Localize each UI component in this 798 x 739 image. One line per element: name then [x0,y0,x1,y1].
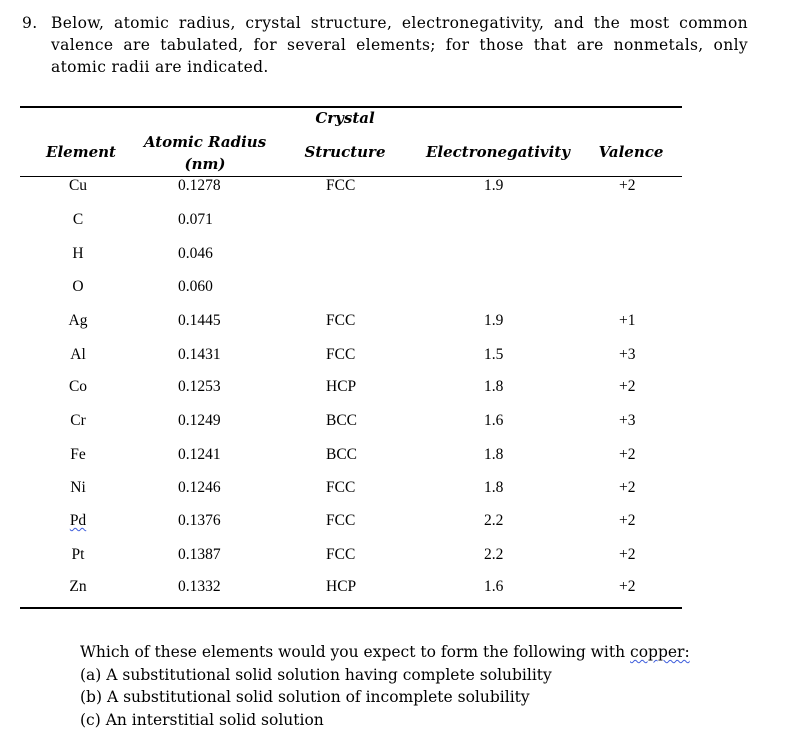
cell-radius: 0.060 [178,278,213,295]
header-radius: Atomic Radius [143,133,267,151]
cell-valence: +2 [619,446,636,463]
cell-radius: 0.1431 [178,346,221,363]
followup-prompt [80,641,770,664]
cell-electronegativity: 1.5 [484,346,504,363]
cell-radius: 0.1278 [178,177,221,194]
followup-prompt-text: Which of these elements would you expect to form the following with [80,643,631,661]
cell-valence: +2 [619,546,636,563]
cell-valence: +2 [619,512,636,529]
cell-structure: HCP [326,378,357,395]
header-valence: Valence [598,143,664,161]
cell-radius: 0.1332 [178,578,221,595]
followup-part-c: (c) An interstitial solid solution [80,710,324,729]
table-bottom-rule [20,607,682,609]
cell-electronegativity: 1.9 [484,177,504,194]
cell-element: Cu [68,177,88,194]
cell-structure: FCC [326,546,356,563]
cell-element: Cr [70,412,86,429]
header-radius-unit: (nm) [184,155,226,173]
cell-element: Ni [70,479,86,496]
cell-element: Ag [68,312,88,329]
header-structure: Structure [304,143,386,161]
cell-structure: HCP [326,578,357,595]
cell-valence: +3 [619,412,636,429]
cell-element: Pt [71,546,85,563]
cell-structure: BCC [326,412,358,429]
cell-electronegativity: 1.8 [484,378,504,395]
cell-element: O [72,278,84,295]
cell-electronegativity: 1.9 [484,312,504,329]
followup-part-b: (b) A substitutional solid solution of incomplete solubility [80,688,530,706]
table-top-rule [20,106,682,108]
spellcheck-word: copper: [630,643,690,661]
cell-radius: 0.1241 [178,446,221,463]
question-number: 9. [22,14,38,32]
cell-structure: FCC [326,512,356,529]
cell-element: C [72,211,84,228]
cell-electronegativity: 1.6 [484,412,504,429]
cell-valence: +1 [619,312,636,329]
cell-valence: +3 [619,346,636,363]
header-electronegativity: Electronegativity [426,143,570,161]
question-block [22,12,748,78]
cell-radius: 0.046 [178,245,213,262]
cell-radius: 0.1387 [178,546,221,563]
cell-radius: 0.1246 [178,479,221,496]
cell-structure: FCC [326,479,356,496]
followup-block [80,641,770,731]
cell-electronegativity: 1.8 [484,479,504,496]
cell-electronegativity: 1.8 [484,446,504,463]
cell-valence: +2 [619,378,636,395]
cell-element: Zn [69,578,87,595]
header-element: Element [46,143,116,161]
header-crystal: Crystal [315,109,375,127]
cell-radius: 0.1253 [178,378,221,395]
cell-structure: FCC [326,177,356,194]
cell-structure: FCC [326,346,356,363]
cell-element: Fe [70,446,86,463]
cell-radius: 0.1249 [178,412,221,429]
cell-valence: +2 [619,177,636,194]
cell-valence: +2 [619,578,636,595]
cell-element: Al [70,346,86,363]
cell-structure: FCC [326,312,356,329]
cell-electronegativity: 2.2 [484,512,504,529]
cell-electronegativity: 2.2 [484,546,504,563]
cell-structure: BCC [326,446,358,463]
cell-element: H [72,245,84,262]
cell-element: Co [68,378,88,395]
cell-element: Pd [69,512,87,529]
cell-valence: +2 [619,479,636,496]
followup-part-a: (a) A substitutional solid solution having complete solubility [80,665,552,684]
cell-electronegativity: 1.6 [484,578,504,595]
cell-radius: 0.071 [178,211,213,228]
cell-radius: 0.1376 [178,512,221,529]
question-text: Below, atomic radius, crystal structure, electronegativity, and the most common valence are tabulated, for several elements; for those that are nonmetals, only atomic radii are indicated. [51,14,748,76]
cell-radius: 0.1445 [178,312,221,329]
